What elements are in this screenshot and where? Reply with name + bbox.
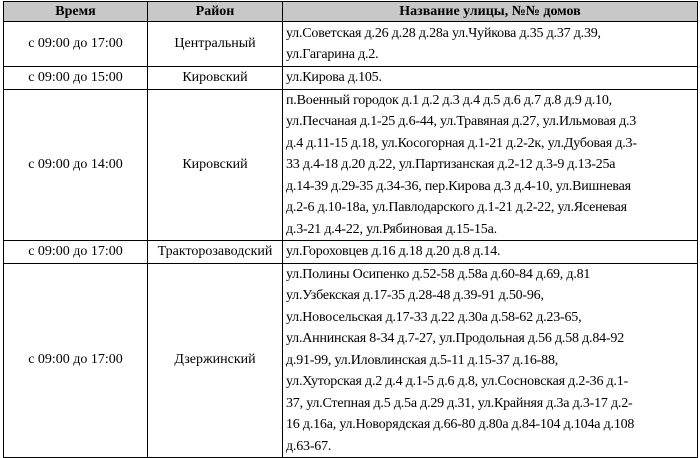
table-row — [4, 263, 698, 458]
street-line: ул.Аннинская 8-34 д.7-27, ул.Продольная д.56 д.58 д.84-92 — [286, 331, 625, 346]
table-row — [4, 22, 698, 67]
streets-cell — [283, 22, 698, 67]
street-line: ул.Узбекская д.17-35 д.28-48 д.39-91 д.50-96, — [286, 288, 544, 303]
streets-cell — [283, 263, 698, 458]
district-cell: Тракторозаводский — [148, 241, 283, 264]
streets-cell — [283, 241, 698, 264]
street-line: ул.Песчаная д.1-25 д.6-44, ул.Травяная д.27, ул.Ильмовая д.3 — [286, 114, 637, 129]
street-line: ул.Гагарина д.2. — [286, 47, 379, 62]
street-line: д.4 д.11-15 д.18, ул.Косогорная д.1-21 д.2-2к, ул.Дубовая д.3- — [286, 135, 637, 151]
street-line: ул.Новосельская д.17-33 д.22 д.30а д.58-62 д.23-65, — [286, 309, 582, 325]
street-line: д.63-67. — [286, 438, 332, 454]
street-line: 33 д.4-18 д.20 д.22, ул.Партизанская д.2-12 д.3-9 д.13-25а — [286, 157, 616, 172]
district-cell: Кировский — [148, 89, 283, 241]
street-line: 37, ул.Степная д.5 д.5а д.29 д.31, ул.Крайняя д.3а д.3-17 д.2- — [286, 395, 633, 411]
streets-cell — [283, 89, 698, 241]
district-cell: Дзержинский — [148, 263, 283, 458]
street-line: ул.Кирова д.105. — [286, 70, 382, 85]
table-row — [4, 89, 698, 241]
table-row — [4, 67, 698, 90]
street-line: 16 д.16а, ул.Новорядская д.66-80 д.80а д.84-104 д.104а д.108 — [286, 417, 635, 432]
outage-schedule — [3, 1, 697, 458]
schedule-table — [3, 1, 698, 458]
street-line: ул.Советская д.26 д.28 д.28а ул.Чуйкова д.35 д.37 д.39, — [286, 25, 601, 41]
district-cell: Центральный — [148, 22, 283, 67]
time-cell: с 09:00 до 17:00 — [4, 263, 148, 458]
table-row — [4, 241, 698, 264]
street-line: п.Военный городок д.1 д.2 д.3 д.4 д.5 д.6 д.7 д.8 д.9 д.10, — [286, 92, 612, 108]
time-cell: с 09:00 до 17:00 — [4, 241, 148, 264]
header-time: Время — [4, 2, 148, 22]
streets-cell — [283, 67, 698, 90]
street-line: ул.Гороховцев д.16 д.18 д.20 д.8 д.14. — [286, 244, 501, 259]
street-line: д.3-21 д.4-22, ул.Рябиновая д.15-15а. — [286, 221, 497, 237]
header-streets: Название улицы, №№ домов — [283, 2, 698, 22]
street-line: д.2-6 д.10-18а, ул.Павлодарского д.1-21 д.2-22, ул.Ясеневая — [286, 200, 627, 215]
header-district: Район — [148, 2, 283, 22]
time-cell: с 09:00 до 17:00 — [4, 22, 148, 67]
street-line: ул.Полины Осипенко д.52-58 д.58а д.60-84 д.69, д.81 — [286, 266, 591, 282]
time-cell: с 09:00 до 14:00 — [4, 89, 148, 241]
street-line: д.14-39 д.29-35 д.34-36, пер.Кирова д.3 д.4-10, ул.Вишневая — [286, 178, 631, 194]
time-cell: с 09:00 до 15:00 — [4, 67, 148, 90]
district-cell: Кировский — [148, 67, 283, 90]
street-line: ул.Хуторская д.2 д.4 д.1-5 д.6 д.8, ул.Сосновская д.2-36 д.1- — [286, 374, 629, 389]
street-line: д.91-99, ул.Иловлинская д.5-11 д.15-37 д.16-88, — [286, 352, 559, 368]
header-row — [4, 2, 698, 22]
